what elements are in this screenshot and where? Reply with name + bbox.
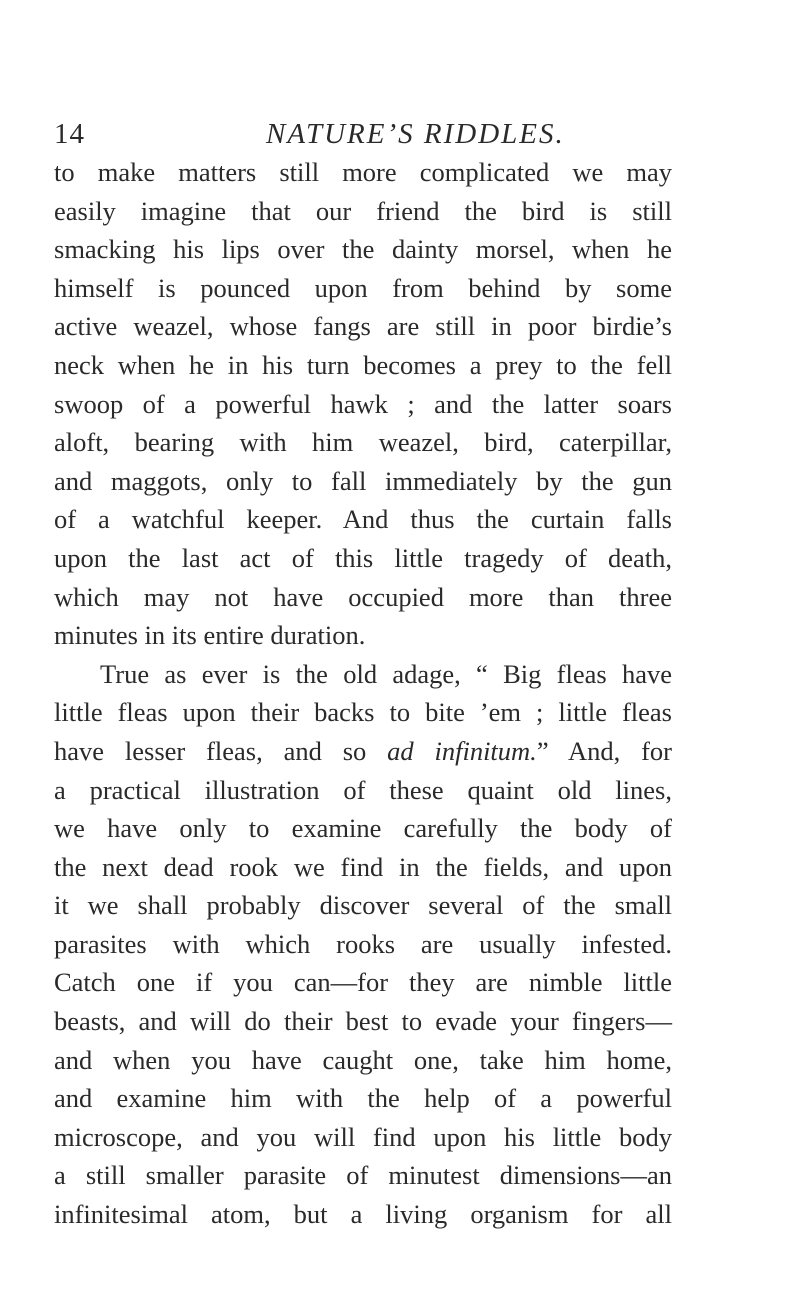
text-line: microscope, and you will find upon his little body [54, 1121, 672, 1152]
text-line: a still smaller parasite of minutest dimensions—an [54, 1160, 672, 1191]
text-line: himself is pounced upon from behind by some [54, 272, 672, 303]
text-line: it we shall probably discover several of the small [54, 890, 672, 921]
text-line: minutes in its entire duration. [54, 620, 366, 651]
text-line: and examine him with the help of a powerful [54, 1083, 672, 1114]
text-line [54, 732, 672, 771]
text-line: swoop of a powerful hawk ; and the latter soars [54, 388, 672, 419]
text-line: a practical illustration of these quaint old lines, [54, 774, 672, 805]
text-line: little fleas upon their backs to bite ’em ; little fleas [54, 697, 672, 728]
text-line: aloft, bearing with him weazel, bird, caterpillar, [54, 427, 672, 458]
text-line: neck when he in his turn becomes a prey to the fell [54, 349, 672, 380]
text-line: we have only to examine carefully the body of [54, 813, 672, 844]
page-number: 14 [54, 118, 85, 150]
text-line: True as ever is the old adage, “ Big fleas have [100, 658, 672, 689]
running-head [54, 118, 714, 158]
italic-phrase: ad infinitum. [387, 735, 537, 766]
text-run: ” And, for [536, 735, 672, 766]
text-run: have lesser fleas, and so [54, 735, 388, 766]
text-line: to make matters still more complicated we may [54, 157, 672, 187]
text-line: which may not have occupied more than three [54, 581, 672, 612]
body-text [54, 153, 672, 1234]
text-line: active weazel, whose fangs are still in poor birdie’s [54, 311, 672, 342]
text-line: Catch one if you can—for they are nimble little [54, 967, 672, 998]
text-line: beasts, and will do their best to evade your fingers— [54, 1006, 672, 1037]
text-line: of a watchful keeper. And thus the curtain falls [54, 504, 672, 535]
text-line: and when you have caught one, take him home, [54, 1044, 672, 1075]
text-line: parasites with which rooks are usually infested. [54, 928, 672, 959]
text-line: and maggots, only to fall immediately by the gun [54, 465, 672, 496]
text-line: infinitesimal atom, but a living organism for all [54, 1199, 672, 1230]
text-line: the next dead rook we find in the fields, and upon [54, 851, 672, 882]
text-line: easily imagine that our friend the bird is still [54, 195, 672, 226]
text-line: smacking his lips over the dainty morsel, when he [54, 234, 672, 265]
text-line: upon the last act of this little tragedy of death, [54, 542, 672, 573]
running-title: NATURE’S RIDDLES. [266, 118, 565, 150]
